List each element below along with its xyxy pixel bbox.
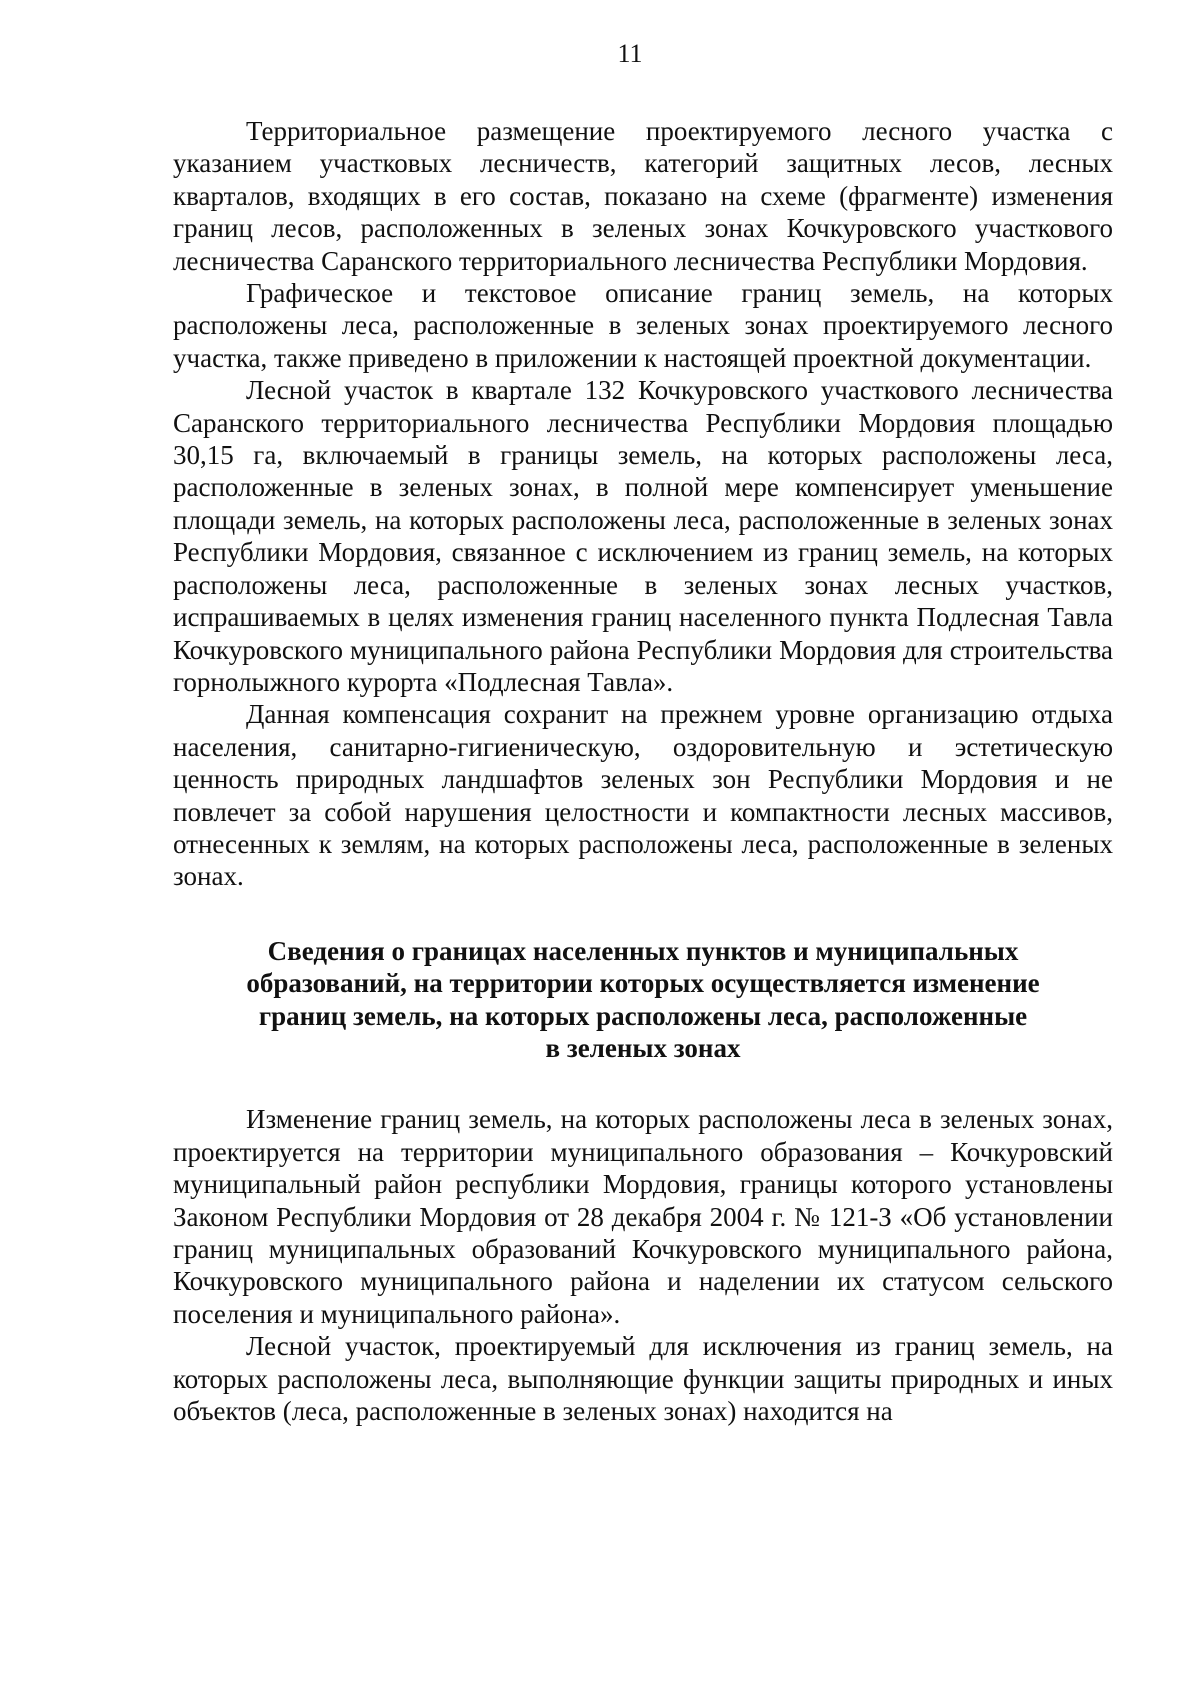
section-heading — [173, 935, 1113, 1065]
paragraph-compensation-effect: Данная компенсация сохранит на прежнем уровне организацию отдыха населения, санитарно-гигиеническую, оздоровительную и эстетическую ценность природных ландшафтов зеленых зон Республики Мордовия и не повлечет за собой нарушения целостности и компактности лесных массивов, отнесенных к землям, на которых расположены леса, расположенные в зеленых зонах. — [173, 699, 1113, 892]
section-heading-line: Сведения о границах населенных пунктов и муниципальных — [267, 935, 1019, 966]
section-heading-line: границ земель, на которых расположены леса, расположенные — [258, 1000, 1028, 1031]
paragraph-territorial-placement: Территориальное размещение проектируемого лесного участка с указанием участковых лесничеств, категорий защитных лесов, лесных кварталов, входящих в его состав, показано на схеме (фрагменте) изменения границ лесов, расположенных в зеленых зонах Кочкуровского участкового лесничества Саранского территориального лесничества Республики Мордовия. — [173, 116, 1113, 276]
document-body — [173, 115, 1113, 1427]
section-heading-line: в зеленых зонах — [545, 1032, 741, 1063]
paragraph-compensation-area: Лесной участок в квартале 132 Кочкуровского участкового лесничества Саранского территориального лесничества Республики Мордовия площадью 30,15 га, включаемый в границы земель, на которых расположены леса, расположенные в зеленых зонах, в полной мере компенсирует уменьшение площади земель, на которых расположены леса, расположенные в зеленых зонах Республики Мордовия, связанное с исключением из границ земель, на которых расположены леса, расположенные в зеленых зонах лесных участков, испрашиваемых в целях изменения границ населенного пункта Подлесная Тавла Кочкуровского муниципального района Республики Мордовия для строительства горнолыжного курорта «Подлесная Тавла». — [173, 375, 1113, 697]
page-number: 11 — [617, 39, 643, 68]
paragraph-boundary-change: Изменение границ земель, на которых расположены леса в зеленых зонах, проектируется на территории муниципального образования – Кочкуровский муниципальный район республики Мордовия, границы которого установлены Законом Республики Мордовия от 28 декабря 2004 г. № 121-З «Об установлении границ муниципальных образований Кочкуровского муниципального района, Кочкуровского муниципального района и наделении их статусом сельского поселения и муниципального района». — [173, 1104, 1113, 1329]
paragraph-graphic-description: Графическое и текстовое описание границ земель, на которых расположены леса, расположенные в зеленых зонах проектируемого лесного участка, также приведено в приложении к настоящей проектной документации. — [173, 278, 1113, 373]
section-heading-line: образований, на территории которых осуществляется изменение — [246, 968, 1040, 999]
paragraph-forest-plot-location: Лесной участок, проектируемый для исключения из границ земель, на которых расположены леса, выполняющие функции защиты природных и иных объектов (леса, расположенные в зеленых зонах) находится на — [173, 1331, 1113, 1427]
